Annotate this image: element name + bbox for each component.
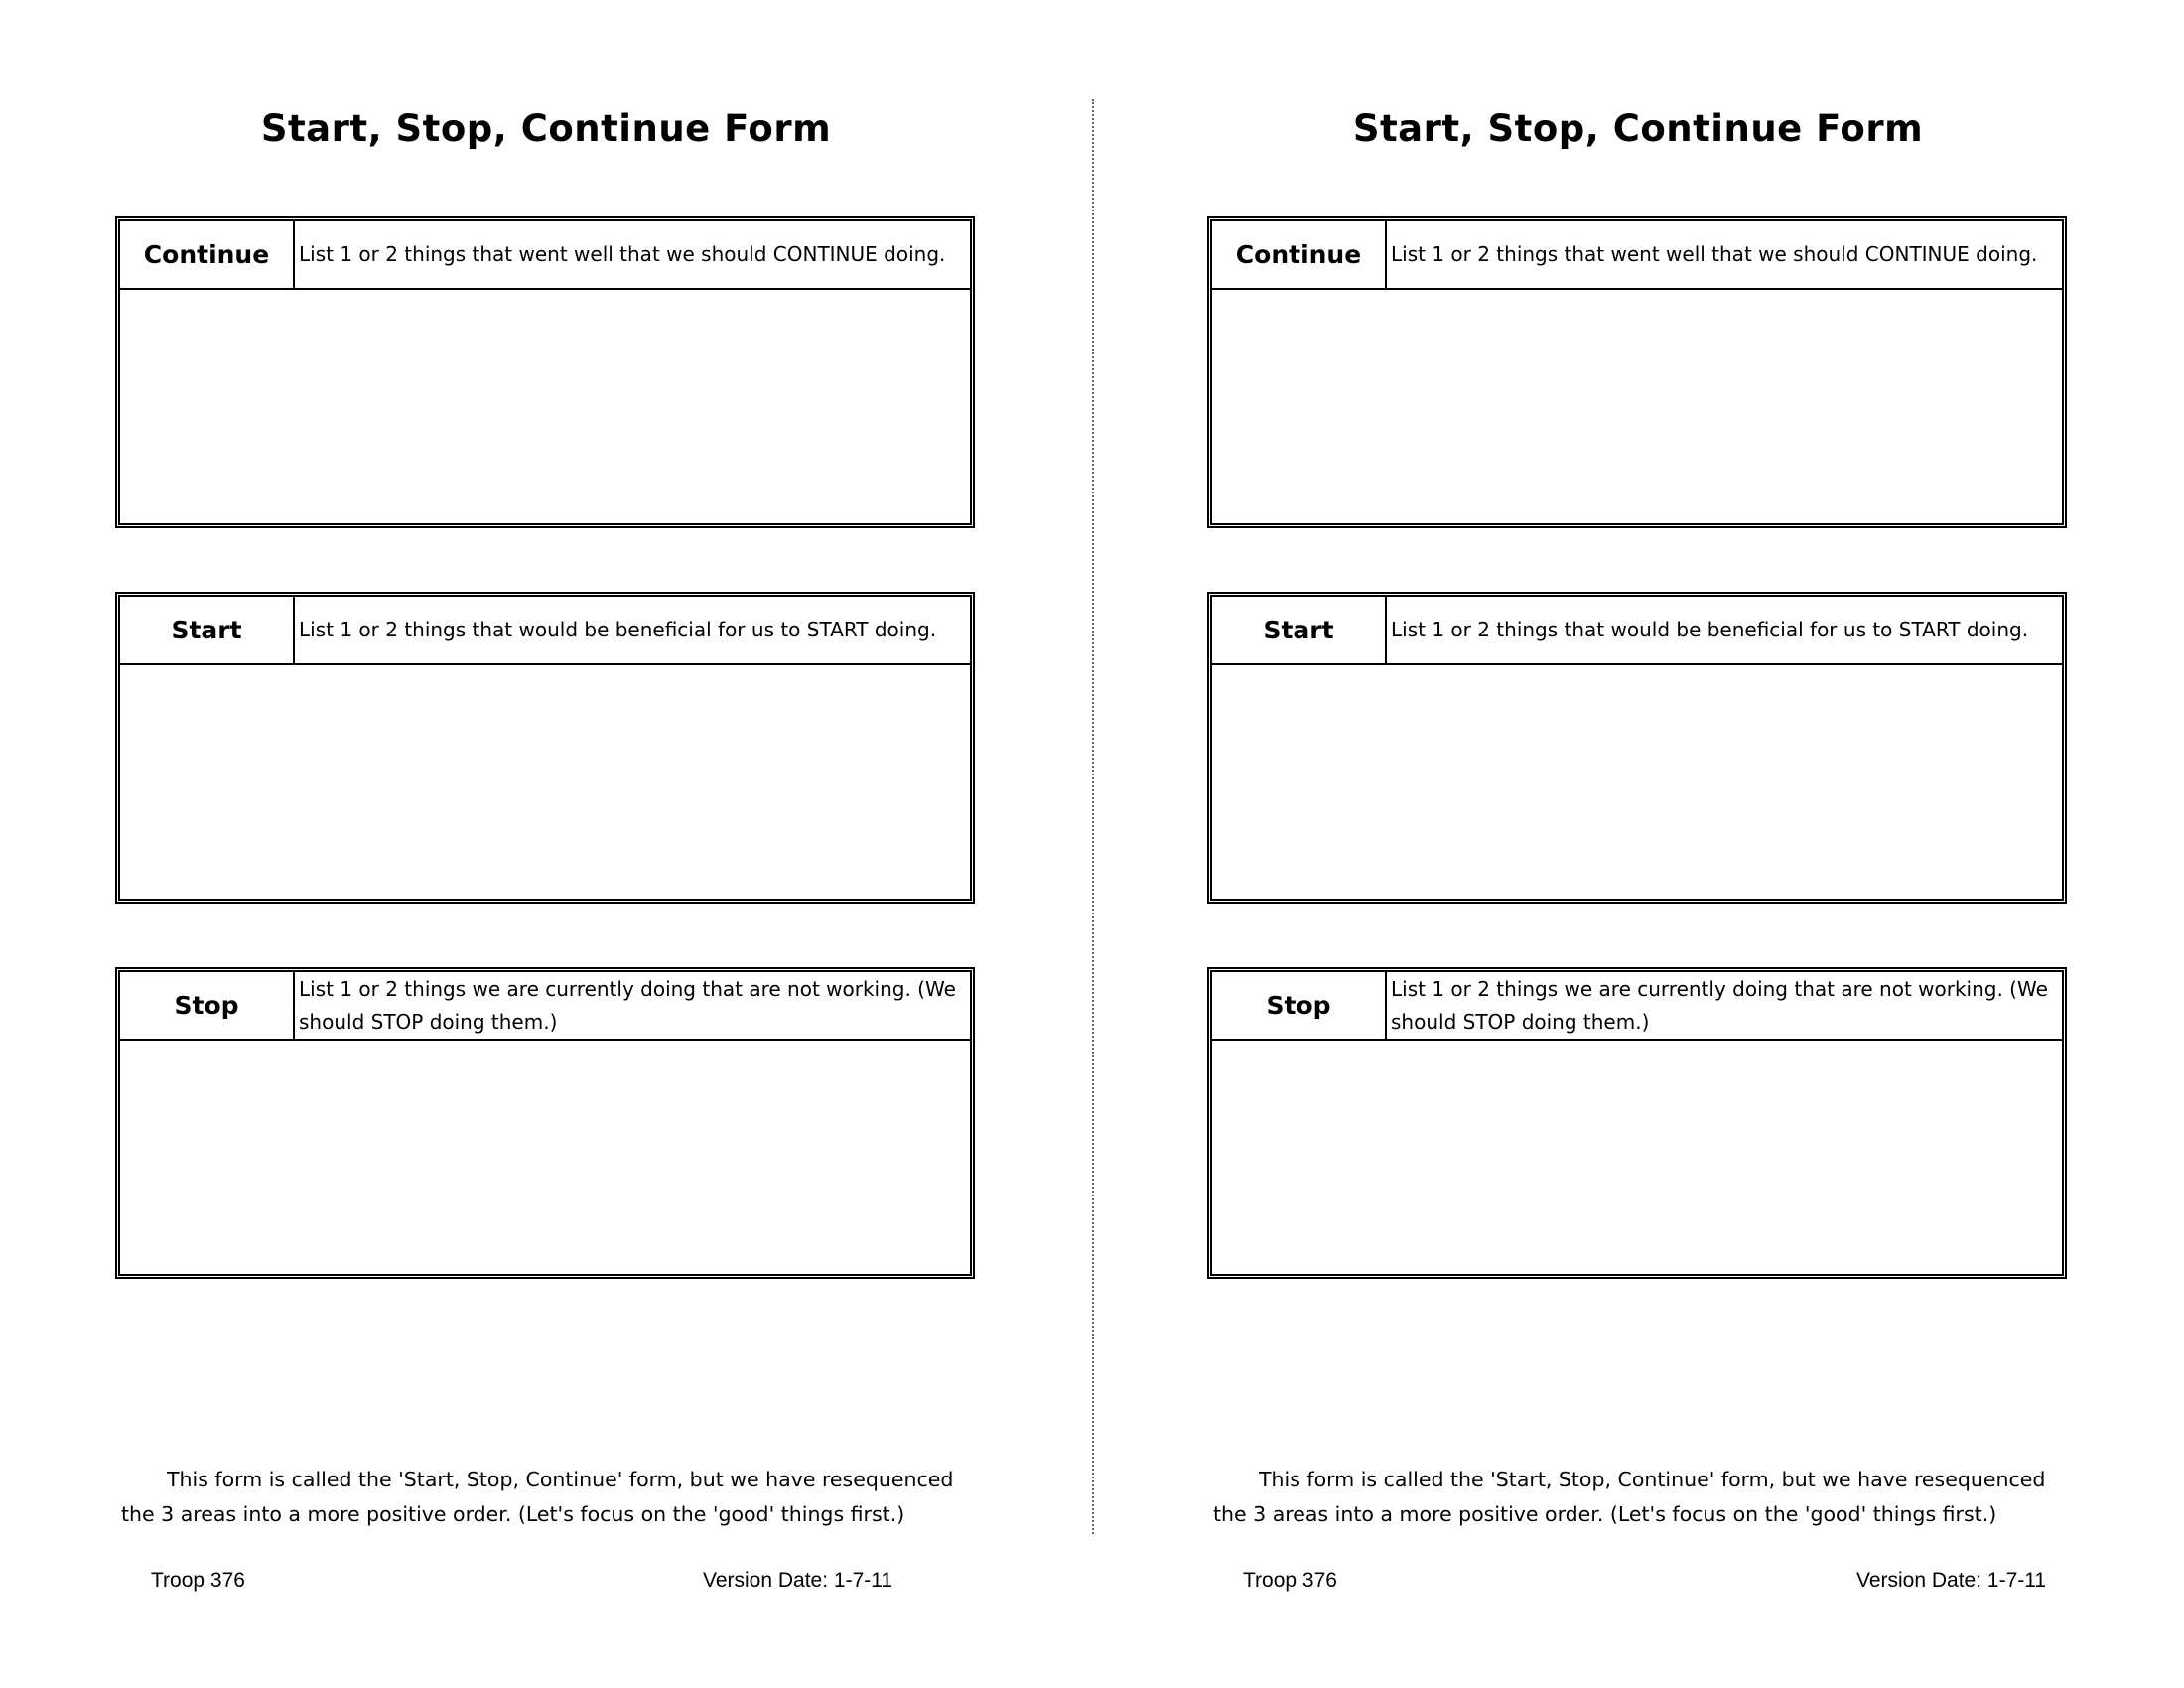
continue-answer-area[interactable] [1212, 290, 2062, 523]
section-header [1212, 221, 2062, 290]
section-instruction: List 1 or 2 things we are currently doing that are not working. (We should STOP doing them.) [1391, 976, 2048, 1034]
section-label: Stop [120, 972, 295, 1039]
section-label: Stop [1212, 972, 1387, 1039]
footer-troop: Troop 376 [1243, 1569, 1337, 1592]
section-instruction: List 1 or 2 things that would be beneficial for us to START doing. [299, 618, 937, 641]
section-header [1212, 972, 2062, 1041]
form-panel-right [1092, 0, 2184, 1688]
section-label: Continue [120, 221, 295, 288]
form-note: This form is called the 'Start, Stop, Continue' form, but we have resequenced the 3 areas into a more positive order. (Let's focus on the 'good' things first.) [121, 1468, 954, 1526]
form-title: Start, Stop, Continue Form [260, 107, 832, 150]
section-header [120, 221, 970, 290]
section-header [120, 597, 970, 665]
section-instruction: List 1 or 2 things we are currently doing that are not working. (We should STOP doing them.) [299, 976, 956, 1034]
footer-version-date: Version Date: 1-7-11 [1856, 1569, 2047, 1592]
stop-section [1207, 967, 2067, 1279]
section-instruction: List 1 or 2 things that went well that we should CONTINUE doing. [299, 242, 946, 266]
stop-answer-area[interactable] [120, 1041, 970, 1274]
start-section [115, 592, 975, 904]
continue-section [115, 216, 975, 528]
continue-answer-area[interactable] [120, 290, 970, 523]
section-label: Continue [1212, 221, 1387, 288]
section-header [120, 972, 970, 1041]
section-instruction: List 1 or 2 things that went well that we should CONTINUE doing. [1391, 242, 2038, 266]
footer-version-date: Version Date: 1-7-11 [703, 1569, 893, 1592]
start-section [1207, 592, 2067, 904]
continue-section [1207, 216, 2067, 528]
section-label: Start [1212, 597, 1387, 663]
footer-troop: Troop 376 [151, 1569, 245, 1592]
section-instruction: List 1 or 2 things that would be beneficial for us to START doing. [1391, 618, 2029, 641]
stop-section [115, 967, 975, 1279]
start-answer-area[interactable] [120, 665, 970, 899]
form-title: Start, Stop, Continue Form [1352, 107, 1924, 150]
start-answer-area[interactable] [1212, 665, 2062, 899]
form-note: This form is called the 'Start, Stop, Continue' form, but we have resequenced the 3 areas into a more positive order. (Let's focus on the 'good' things first.) [1213, 1468, 2046, 1526]
section-header [1212, 597, 2062, 665]
stop-answer-area[interactable] [1212, 1041, 2062, 1274]
section-label: Start [120, 597, 295, 663]
